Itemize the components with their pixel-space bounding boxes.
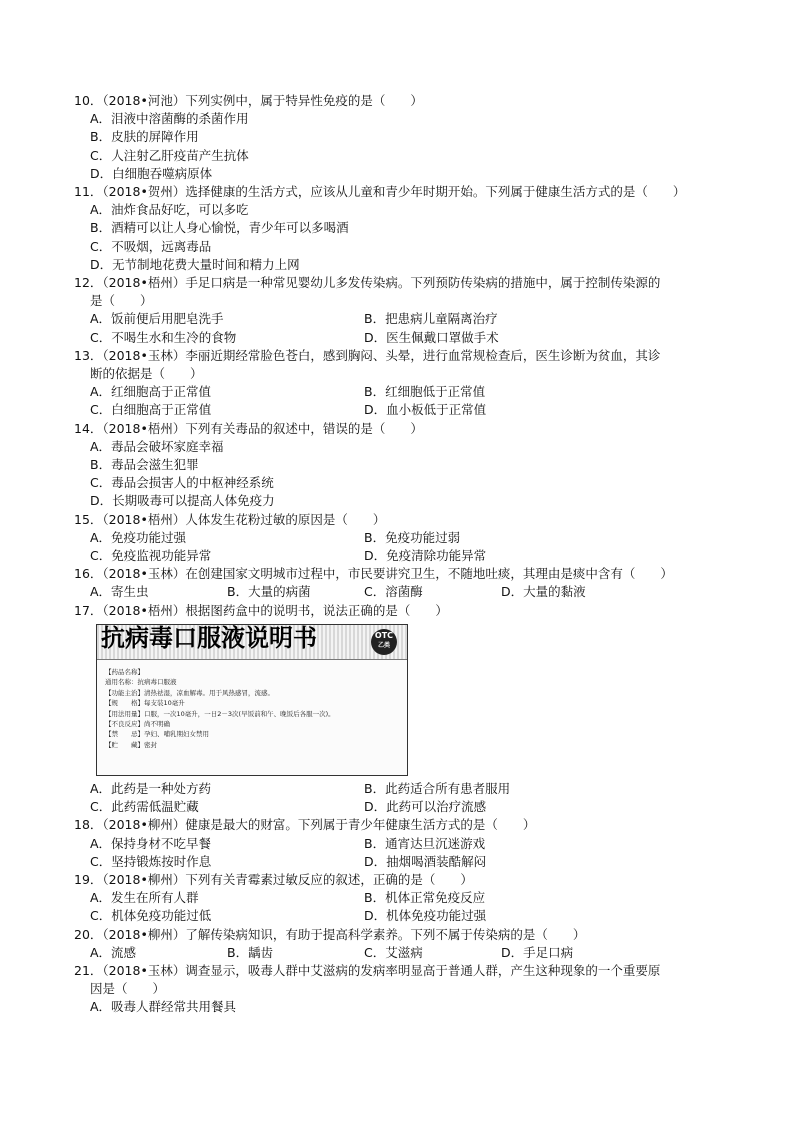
leaflet-line: 【规 格】每支装10毫升 [105,699,185,708]
option-b: B．毒品会滋生犯罪 [90,457,199,473]
option-c: C．免疫监视功能异常 [90,548,212,564]
leaflet-title: 抗病毒口服液说明书 [101,623,317,652]
question-stem-continued: 是（ ） [90,293,153,309]
otc-sub-label: 乙类 [377,641,390,649]
option-a: A．发生在所有人群 [90,890,199,906]
question-18 [74,816,734,871]
option-a: A．油炸食品好吃，可以多吃 [90,202,249,218]
option-d: D．白细胞吞噬病原体 [90,165,213,181]
otc-badge-icon [371,629,397,655]
question-stem: 14．（2018•梧州）下列有关毒品的叙述中，错误的是（ ） [74,420,423,436]
option-row [74,835,734,853]
option-a: A．此药是一种处方药 [90,780,212,796]
option-c: C．坚持锻炼按时作息 [90,853,212,869]
question-stem: 18．（2018•柳州）健康是最大的财富。下列属于青少年健康生活方式的是（ ） [74,817,536,833]
option-b: B．免疫功能过弱 [364,529,461,545]
option-c: C．溶菌酶 [364,584,423,600]
option-row [74,798,734,816]
option-d: D．大量的黏液 [501,584,586,600]
question-stem-continued: 断的依据是（ ） [90,366,203,382]
option-c: C．不喝生水和生冷的食物 [90,329,237,345]
option-a: A．流感 [90,944,137,960]
leaflet-line: 【功能主治】清热祛湿，凉血解毒。用于风热感冒，流感。 [105,688,274,697]
question-20 [74,926,734,962]
option-row [74,889,734,907]
option-b: B．大量的病菌 [227,584,311,600]
question-17 [74,602,734,817]
option-c: C．毒品会损害人的中枢神经系统 [90,475,274,491]
option-c: C．艾滋病 [364,944,423,960]
option-b: B．酒精可以让人身心愉悦，青少年可以多喝酒 [90,220,349,236]
option-b: B．龋齿 [227,944,274,960]
option-a: A．红细胞高于正常值 [90,384,212,400]
option-row [74,853,734,871]
question-stem: 10．（2018•河池）下列实例中，属于特异性免疫的是（ ） [74,93,423,108]
question-stem: 20．（2018•柳州）了解传染病知识，有助于提高科学素养。下列不属于传染病的是（ ） [74,926,586,942]
option-d: D．医生佩戴口罩做手术 [364,329,499,345]
question-stem: 16．（2018•玉林）在创建国家文明城市过程中，市民要讲究卫生，不随地吐痰，其理由是痰中含有（ ） [74,566,673,582]
otc-label: OTC [374,630,394,640]
leaflet-body [105,667,335,750]
question-13 [74,347,734,420]
option-a: A．寄生虫 [90,584,149,600]
question-stem: 19．（2018•柳州）下列有关青霉素过敏反应的叙述，正确的是（ ） [74,871,473,887]
leaflet-line: 【不良反应】尚不明确 [105,719,170,728]
option-b: B．皮肤的屏障作用 [90,129,199,145]
option-a: A．免疫功能过强 [90,529,187,545]
option-b: B．红细胞低于正常值 [364,384,486,400]
option-a: A．饭前便后用肥皂洗手 [90,311,224,327]
question-stem: 11．（2018•贺州）选择健康的生活方式，应该从儿童和青少年时期开始。下列属于健康生活方式的是（ ） [74,184,686,200]
option-row [74,944,734,962]
option-d: D．长期吸毒可以提高人体免疫力 [90,493,275,509]
question-list [74,92,734,1017]
option-b: B．此药适合所有患者服用 [364,780,511,796]
medicine-leaflet-image [96,624,408,776]
question-stem: 13．（2018•玉林）李丽近期经常脸色苍白，感到胸闷、头晕，进行血常规检查后，医生诊断为贫血，其诊 [74,347,661,363]
option-c: C．白细胞高于正常值 [90,402,212,418]
option-d: D．无节制地花费大量时间和精力上网 [90,256,300,272]
question-14 [74,420,734,511]
option-row [74,401,734,419]
question-12 [74,274,734,347]
leaflet-line: 通用名称：抗病毒口服液 [105,678,177,687]
option-c: C．机体免疫功能过低 [90,908,212,924]
option-c: C．此药需低温贮藏 [90,799,199,815]
option-a: A．毒品会破坏家庭幸福 [90,438,224,454]
question-10 [74,92,734,183]
leaflet-line: 【药品名称】 [105,667,144,676]
leaflet-line: 【禁 忌】孕妇、哺乳期妇女禁用 [105,730,209,739]
option-c: C．不吸烟，远离毒品 [90,238,212,254]
option-a: A．保持身材不吃早餐 [90,835,212,851]
option-row [74,583,734,601]
option-b: B．机体正常免疫反应 [364,890,486,906]
option-d: D．血小板低于正常值 [364,402,487,418]
question-19 [74,871,734,926]
option-d: D．机体免疫功能过强 [364,908,487,924]
option-d: D．此药可以治疗流感 [364,799,487,815]
question-15 [74,511,734,566]
option-d: D．手足口病 [501,944,574,960]
question-stem: 12．（2018•梧州）手足口病是一种常见婴幼儿多发传染病。下列预防传染病的措施中，属于控制传染源的 [74,275,661,291]
option-d: D．免疫清除功能异常 [364,548,487,564]
option-row [74,780,734,798]
option-a: A．吸毒人群经常共用餐具 [90,999,237,1015]
option-row [74,310,734,328]
question-11 [74,183,734,274]
option-a: A．泪液中溶菌酶的杀菌作用 [90,111,249,127]
option-c: C．人注射乙肝疫苗产生抗体 [90,147,249,163]
question-21 [74,962,734,1017]
option-b: B．通宵达旦沉迷游戏 [364,835,486,851]
option-d: D．抽烟喝酒装酷解闷 [364,853,487,869]
option-row [74,329,734,347]
question-stem: 17．（2018•梧州）根据图药盒中的说明书，说法正确的是（ ） [74,602,448,618]
leaflet-line: 【用法用量】口服，一次10毫升，一日2－3次(早饭前和午、晚饭后各服一次)。 [105,709,335,718]
option-b: B．把患病儿童隔离治疗 [364,311,498,327]
option-row [74,907,734,925]
question-16 [74,565,734,601]
question-stem: 15．（2018•梧州）人体发生花粉过敏的原因是（ ） [74,511,386,527]
question-stem-continued: 因是（ ） [90,981,166,997]
option-row [74,547,734,565]
option-row [74,529,734,547]
question-stem: 21．（2018•玉林）调查显示，吸毒人群中艾滋病的发病率明显高于普通人群，产生这种现象的一个重要原 [74,962,661,978]
option-row [74,383,734,401]
leaflet-line: 【贮 藏】密封 [105,740,157,749]
